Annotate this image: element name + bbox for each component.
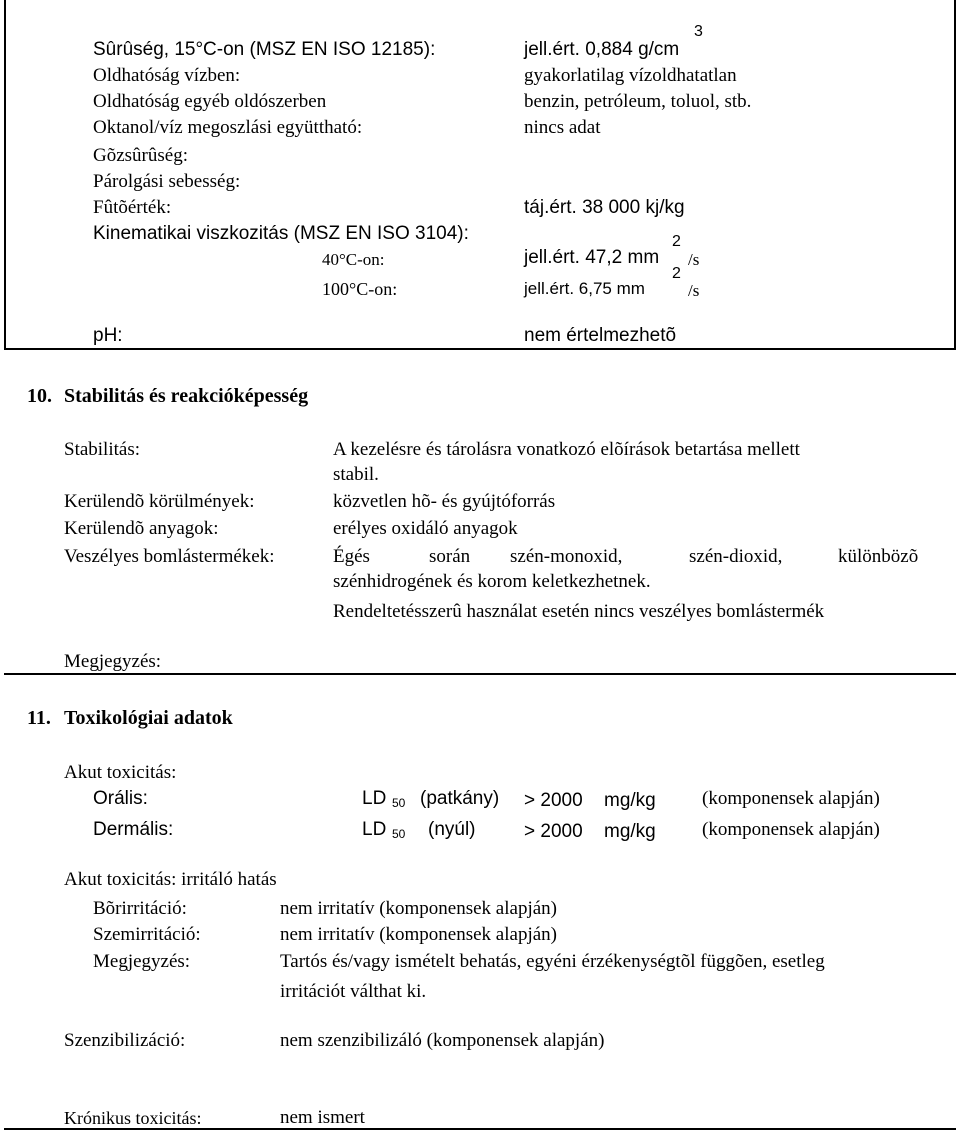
irritation-remarks-line2: irritációt válthat ki. — [280, 981, 427, 1002]
viscosity-40c-value: jell.ért. 47,2 mm — [524, 247, 660, 268]
viscosity-100c-suffix: /s — [688, 281, 700, 300]
decomposition-word-5: különbözõ — [838, 546, 919, 567]
conditions-to-avoid-label: Kerülendõ körülmények: — [64, 491, 255, 512]
kinematic-viscosity-label: Kinematikai viszkozitás (MSZ EN ISO 3104): — [93, 223, 469, 244]
hazardous-decomposition-line2: szénhidrogének és korom keletkezhetnek. — [333, 571, 651, 592]
section-10-title: Stabilitás és reakcióképesség — [64, 385, 309, 407]
stability-value-line1: A kezelésre és tárolásra vonatkozó elõírások betartása mellett — [333, 439, 800, 460]
dermal-ld-sub: 50 — [392, 827, 406, 841]
section-11-number: 11. — [27, 707, 51, 729]
dermal-species: (nyúl) — [428, 819, 476, 840]
page-bottom-rule — [4, 1128, 956, 1130]
viscosity-40c-label: 40°C-on: — [322, 250, 385, 269]
water-solubility-label: Oldhatóság vízben: — [93, 65, 241, 86]
stability-label: Stabilitás: — [64, 439, 140, 460]
viscosity-100c-sup: 2 — [672, 265, 681, 282]
box-left-border — [4, 0, 6, 350]
remarks-label: Megjegyzés: — [64, 651, 162, 672]
partition-coefficient-value: nincs adat — [524, 117, 601, 138]
decomposition-word-4: szén-dioxid, — [689, 546, 783, 567]
solvent-solubility-value: benzin, petróleum, toluol, stb. — [524, 91, 752, 112]
eye-irritation-value: nem irritatív (komponensek alapján) — [280, 924, 557, 945]
oral-ld: LD — [362, 788, 387, 809]
box-bottom-border — [4, 348, 956, 350]
viscosity-40c-suffix: /s — [688, 250, 700, 269]
viscosity-100c-value: jell.ért. 6,75 mm — [524, 279, 645, 298]
density-value: jell.ért. 0,884 g/cm — [524, 39, 680, 60]
viscosity-100c-label: 100°C-on: — [322, 279, 398, 299]
chronic-toxicity-label: Krónikus toxicitás: — [64, 1108, 202, 1128]
vapour-density-label: Gõzsûrûség: — [93, 145, 188, 166]
ph-label: pH: — [93, 325, 123, 346]
section-11-title: Toxikológiai adatok — [64, 707, 233, 729]
irritation-heading: Akut toxicitás: irritáló hatás — [64, 869, 277, 890]
water-solubility-value: gyakorlatilag vízoldhatatlan — [524, 65, 737, 86]
oral-unit: mg/kg — [604, 790, 656, 811]
evaporation-rate-label: Párolgási sebesség: — [93, 171, 241, 192]
density-unit-sup: 3 — [694, 23, 703, 40]
decomposition-word-2: során — [429, 546, 471, 567]
sensitization-label: Szenzibilizáció: — [64, 1030, 186, 1051]
skin-irritation-label: Bõrirritáció: — [93, 898, 187, 919]
calorific-value-label: Fûtõérték: — [93, 197, 172, 218]
solvent-solubility-label: Oldhatóság egyéb oldószerben — [93, 91, 327, 112]
dermal-ld: LD — [362, 819, 387, 840]
ph-value: nem értelmezhetõ — [524, 325, 677, 346]
skin-irritation-value: nem irritatív (komponensek alapján) — [280, 898, 557, 919]
hazardous-decomposition-line3: Rendeltetésszerû használat esetén nincs veszélyes bomlástermék — [333, 601, 825, 622]
oral-value: > 2000 — [524, 790, 583, 811]
section-10-bottom-rule — [4, 673, 956, 675]
materials-to-avoid-value: erélyes oxidáló anyagok — [333, 518, 518, 539]
hazardous-decomposition-label: Veszélyes bomlástermékek: — [64, 546, 275, 567]
eye-irritation-label: Szemirritáció: — [93, 924, 201, 945]
dermal-label: Dermális: — [93, 819, 174, 840]
partition-coefficient-label: Oktanol/víz megoszlási együttható: — [93, 117, 363, 138]
irritation-remarks-line1: Tartós és/vagy ismételt behatás, egyéni érzékenységtõl függõen, esetleg — [280, 951, 825, 972]
stability-value-line2: stabil. — [333, 464, 379, 485]
irritation-remarks-label: Megjegyzés: — [93, 951, 191, 972]
acute-toxicity-label: Akut toxicitás: — [64, 762, 177, 783]
dermal-value: > 2000 — [524, 821, 583, 842]
oral-species: (patkány) — [420, 788, 500, 809]
chronic-toxicity-value: nem ismert — [280, 1107, 365, 1128]
box-right-border — [954, 0, 956, 350]
oral-basis: (komponensek alapján) — [702, 788, 880, 809]
viscosity-40c-sup: 2 — [672, 233, 681, 250]
conditions-to-avoid-value: közvetlen hõ- és gyújtóforrás — [333, 491, 556, 512]
section-10-number: 10. — [27, 385, 52, 407]
oral-ld-sub: 50 — [392, 796, 406, 810]
sensitization-value: nem szenzibilizáló (komponensek alapján) — [280, 1030, 605, 1051]
materials-to-avoid-label: Kerülendõ anyagok: — [64, 518, 219, 539]
oral-label: Orális: — [93, 788, 148, 809]
dermal-unit: mg/kg — [604, 821, 656, 842]
decomposition-word-3: szén-monoxid, — [510, 546, 623, 567]
decomposition-word-1: Égés — [333, 546, 370, 567]
calorific-value-value: táj.ért. 38 000 kj/kg — [524, 197, 685, 218]
dermal-basis: (komponensek alapján) — [702, 819, 880, 840]
density-label: Sûrûség, 15°C-on (MSZ EN ISO 12185): — [93, 39, 436, 60]
